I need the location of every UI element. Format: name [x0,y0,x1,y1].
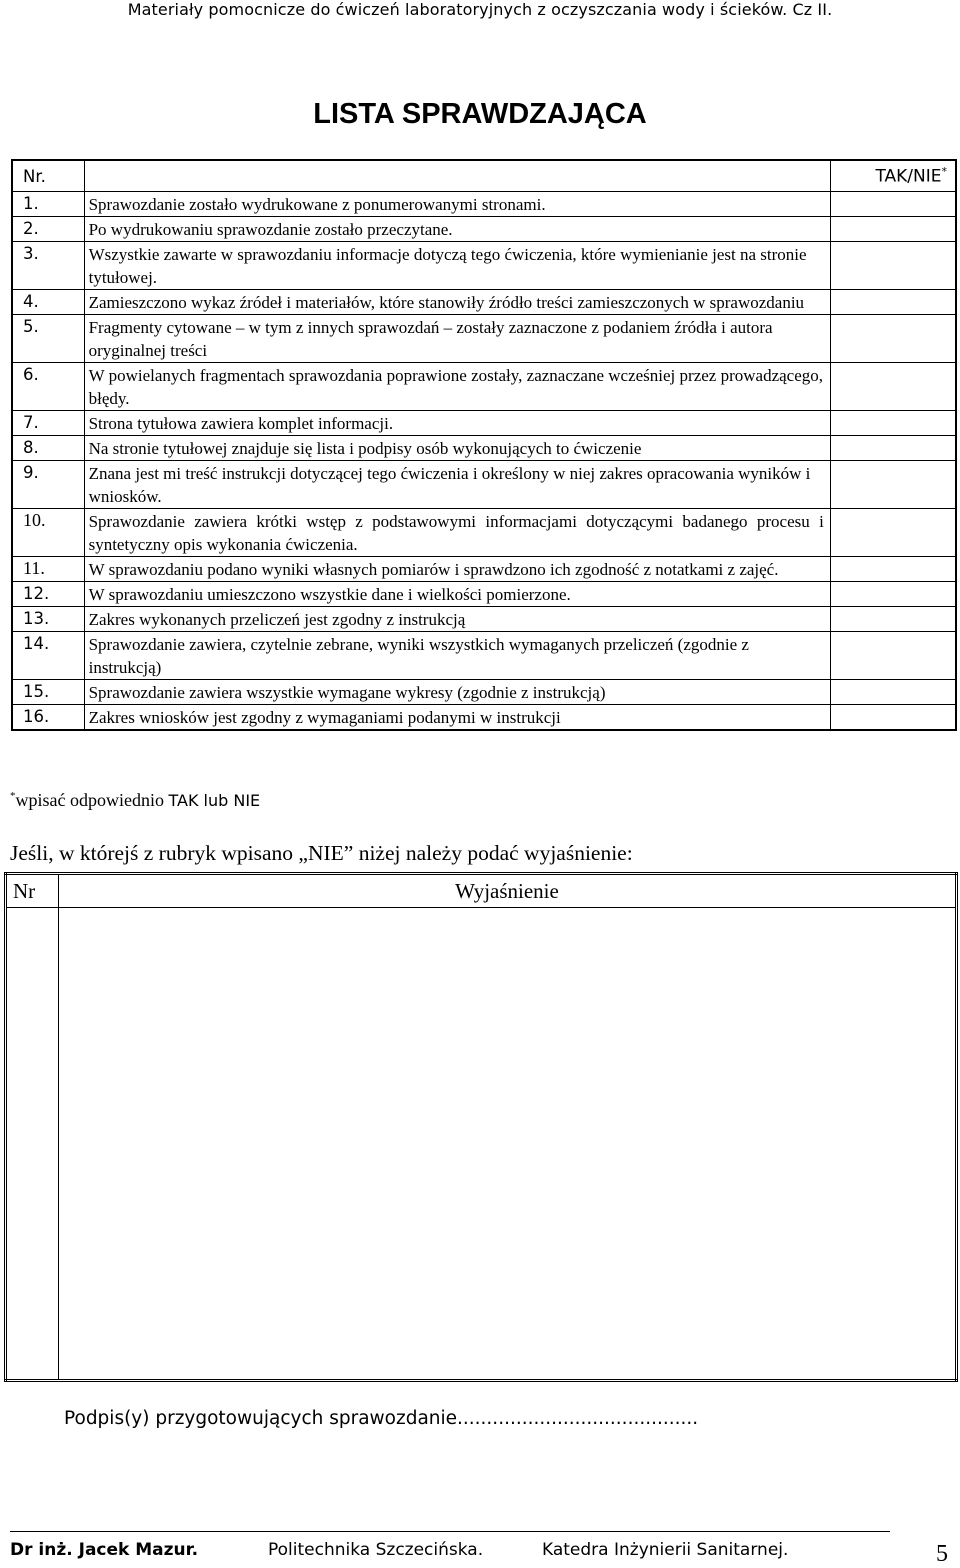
row-answer-cell[interactable] [830,192,956,217]
table-row [12,242,956,290]
checklist-table [11,159,957,731]
table-row [12,411,956,436]
row-text: W sprawozdaniu umieszczono wszystkie dane i wielkości pomierzone. [84,582,830,607]
table-row [12,632,956,680]
table-row [12,192,956,217]
row-nr: 10. [12,509,84,557]
row-answer-cell[interactable] [830,680,956,705]
row-text: Po wydrukowaniu sprawozdanie zostało przeczytane. [84,217,830,242]
row-nr: 4. [12,290,84,315]
footer-divider [10,1531,890,1532]
row-answer-cell[interactable] [830,705,956,731]
row-answer-cell[interactable] [830,411,956,436]
row-nr: 15. [12,680,84,705]
row-text: Znana jest mi treść instrukcji dotyczącej tego ćwiczenia i określony w niej zakres opracowania wyników i wniosków. [84,461,830,509]
row-answer-cell[interactable] [830,436,956,461]
explanation-col-nr: Nr [6,874,59,908]
row-answer-cell[interactable] [830,632,956,680]
checklist-col-tak [830,160,956,192]
row-nr: 1. [12,192,84,217]
row-answer-cell[interactable] [830,217,956,242]
row-answer-cell[interactable] [830,557,956,582]
row-nr: 7. [12,411,84,436]
row-text: Na stronie tytułowej znajduje się lista i podpisy osób wykonujących to ćwiczenie [84,436,830,461]
page-number: 5 [936,1541,948,1567]
footer-institution: Politechnika Szczecińska. [268,1540,484,1560]
table-row [12,436,956,461]
row-nr: 12. [12,582,84,607]
row-text: Sprawozdanie zawiera krótki wstęp z podstawowymi informacjami dotyczącymi badanego procesu i syntetyczny opis wykonania ćwiczenia. [84,509,830,557]
row-text: W powielanych fragmentach sprawozdania poprawione zostały, zaznaczane wcześniej przez prowadzącego, błędy. [84,363,830,411]
row-nr: 9. [12,461,84,509]
explanation-nr-cell[interactable] [6,908,59,1381]
row-text: W sprawozdaniu podano wyniki własnych pomiarów i sprawdzono ich zgodność z notatkami z zajęć. [84,557,830,582]
signature-line: Podpis(y) przygotowujących sprawozdanie......................................... [64,1408,699,1429]
table-row [12,363,956,411]
checklist-col-tak-label: TAK/NIE [875,166,942,187]
page-header: Materiały pomocnicze do ćwiczeń laboratoryjnych z oczyszczania wody i ścieków. Cz II. [127,0,833,19]
table-row [12,680,956,705]
table-row [12,290,956,315]
page-footer [10,1540,789,1560]
explanation-prompt: Jeśli, w którejś z rubryk wpisano „NIE” niżej należy podać wyjaśnienie: [10,841,633,865]
footnote-text-a: wpisać odpowiednio [15,790,169,810]
row-nr: 11. [12,557,84,582]
row-answer-cell[interactable] [830,607,956,632]
row-nr: 13. [12,607,84,632]
footer-author: Dr inż. Jacek Mazur. [10,1540,199,1560]
footnote-text-b: TAK lub NIE [168,791,261,810]
row-text: Zakres wniosków jest zgodny z wymaganiami podanymi w instrukcji [84,705,830,731]
explanation-text-cell[interactable] [59,908,957,1381]
row-nr: 5. [12,315,84,363]
footer-department: Katedra Inżynierii Sanitarnej. [542,1540,789,1560]
row-text: Zamieszczono wykaz źródeł i materiałów, które stanowiły źródło treści zamieszczonych w sprawozdaniu [84,290,830,315]
row-nr: 6. [12,363,84,411]
checklist-col-nr: Nr. [12,160,84,192]
table-row [12,509,956,557]
row-text: Sprawozdanie zostało wydrukowane z ponumerowanymi stronami. [84,192,830,217]
row-text: Zakres wykonanych przeliczeń jest zgodny z instrukcją [84,607,830,632]
row-answer-cell[interactable] [830,509,956,557]
explanation-col-text: Wyjaśnienie [59,874,957,908]
checklist-header-row [12,160,956,192]
checklist-col-tak-sup: * [941,165,947,179]
explanation-table [4,872,958,1382]
row-answer-cell[interactable] [830,290,956,315]
row-answer-cell[interactable] [830,363,956,411]
row-text: Sprawozdanie zawiera wszystkie wymagane wykresy (zgodnie z instrukcją) [84,680,830,705]
row-answer-cell[interactable] [830,242,956,290]
row-nr: 14. [12,632,84,680]
row-text: Wszystkie zawarte w sprawozdaniu informacje dotyczą tego ćwiczenia, które wymienianie jest na stronie tytułowej. [84,242,830,290]
footnote-mark: * [10,790,16,802]
table-row [12,217,956,242]
explanation-header-row [6,874,957,908]
explanation-body-row [6,908,957,1381]
page-title: LISTA SPRAWDZAJĄCA [313,98,647,130]
row-nr: 3. [12,242,84,290]
row-nr: 16. [12,705,84,731]
table-row [12,582,956,607]
row-answer-cell[interactable] [830,315,956,363]
footnote [10,790,260,811]
table-row [12,557,956,582]
row-answer-cell[interactable] [830,582,956,607]
row-text: Fragmenty cytowane – w tym z innych sprawozdań – zostały zaznaczone z podaniem źródła i autora oryginalnej treści [84,315,830,363]
table-row [12,607,956,632]
row-text: Strona tytułowa zawiera komplet informacji. [84,411,830,436]
row-nr: 8. [12,436,84,461]
row-nr: 2. [12,217,84,242]
table-row [12,461,956,509]
table-row [12,705,956,731]
row-text: Sprawozdanie zawiera, czytelnie zebrane, wyniki wszystkich wymaganych przeliczeń (zgodnie z instrukcją) [84,632,830,680]
checklist-col-desc [84,160,830,192]
table-row [12,315,956,363]
row-answer-cell[interactable] [830,461,956,509]
